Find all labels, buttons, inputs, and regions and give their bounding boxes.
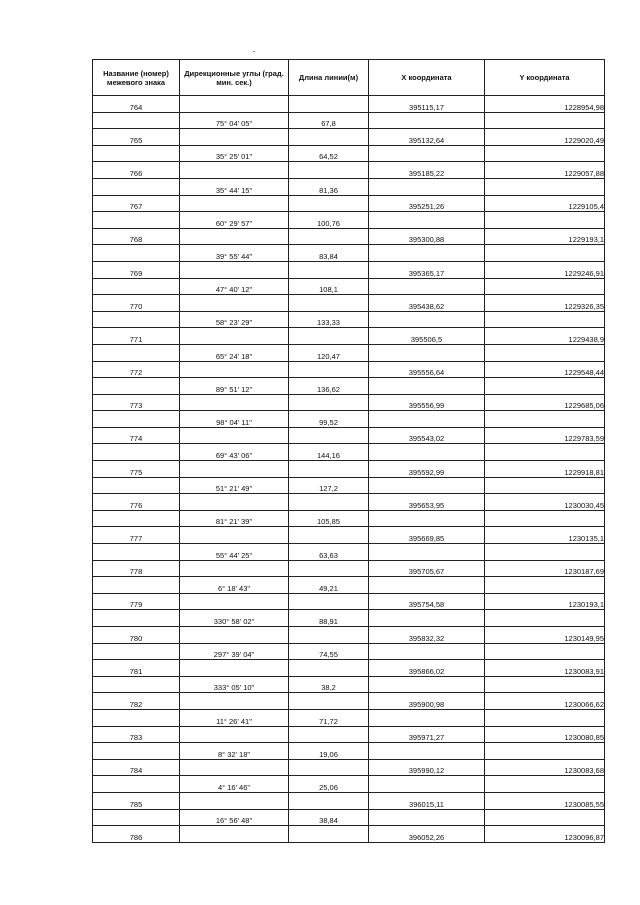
table-row (93, 577, 605, 594)
line-length-cell (289, 660, 369, 677)
marker-name-cell: 772 (93, 361, 180, 378)
line-length-cell: 127,2 (289, 477, 369, 494)
table-row (93, 461, 605, 478)
x-coordinate-cell (369, 311, 485, 328)
x-coordinate-cell: 396052,26 (369, 826, 485, 843)
y-coordinate-cell: 1230187,69 (485, 560, 605, 577)
table-row (93, 610, 605, 627)
line-length-cell: 100,76 (289, 212, 369, 229)
x-coordinate-cell: 395543,02 (369, 427, 485, 444)
x-coordinate-cell (369, 610, 485, 627)
y-coordinate-cell (485, 477, 605, 494)
y-coordinate-cell: 1230085,55 (485, 792, 605, 809)
scan-speck (253, 51, 255, 52)
x-coordinate-cell (369, 278, 485, 295)
marker-name-cell (93, 776, 180, 793)
line-length-cell (289, 195, 369, 212)
marker-name-cell (93, 145, 180, 162)
line-length-cell (289, 527, 369, 544)
y-coordinate-cell: 1229105,4 (485, 195, 605, 212)
marker-name-cell (93, 178, 180, 195)
y-coordinate-cell: 1230096,87 (485, 826, 605, 843)
bearing-cell: 297° 39' 04" (180, 643, 289, 660)
marker-name-cell (93, 245, 180, 262)
marker-name-cell: 776 (93, 494, 180, 511)
bearing-cell (180, 826, 289, 843)
table-row (93, 145, 605, 162)
line-length-cell: 105,85 (289, 510, 369, 527)
line-length-cell: 67,8 (289, 112, 369, 129)
bearing-cell: 11° 26' 41" (180, 709, 289, 726)
table-row (93, 544, 605, 561)
table-row (93, 212, 605, 229)
table-row (93, 510, 605, 527)
line-length-cell (289, 792, 369, 809)
x-coordinate-cell: 395866,02 (369, 660, 485, 677)
table-row (93, 527, 605, 544)
table-row (93, 394, 605, 411)
table-row (93, 743, 605, 760)
bearing-cell: 35° 25' 01" (180, 145, 289, 162)
line-length-cell (289, 129, 369, 146)
line-length-cell: 64,52 (289, 145, 369, 162)
line-length-cell (289, 560, 369, 577)
x-coordinate-cell (369, 145, 485, 162)
bearing-cell (180, 560, 289, 577)
x-coordinate-cell: 395251,26 (369, 195, 485, 212)
bearing-cell (180, 96, 289, 113)
marker-name-cell (93, 112, 180, 129)
marker-name-cell: 769 (93, 261, 180, 278)
table-row (93, 411, 605, 428)
y-coordinate-cell (485, 278, 605, 295)
line-length-cell: 81,36 (289, 178, 369, 195)
marker-name-cell (93, 676, 180, 693)
marker-name-cell (93, 378, 180, 395)
bearing-cell (180, 228, 289, 245)
x-coordinate-cell (369, 577, 485, 594)
line-length-cell: 49,21 (289, 577, 369, 594)
x-coordinate-cell (369, 743, 485, 760)
line-length-cell (289, 593, 369, 610)
table-row (93, 593, 605, 610)
table-row (93, 560, 605, 577)
table-row (93, 328, 605, 345)
marker-name-cell: 768 (93, 228, 180, 245)
x-coordinate-cell: 395556,99 (369, 394, 485, 411)
bearing-cell (180, 693, 289, 710)
x-coordinate-cell: 395365,17 (369, 261, 485, 278)
marker-name-cell (93, 709, 180, 726)
marker-name-cell: 782 (93, 693, 180, 710)
table-row (93, 178, 605, 195)
line-length-cell (289, 759, 369, 776)
x-coordinate-cell (369, 643, 485, 660)
marker-name-cell: 767 (93, 195, 180, 212)
table-row (93, 261, 605, 278)
bearing-cell (180, 328, 289, 345)
y-coordinate-cell (485, 544, 605, 561)
bearing-cell: 333° 05' 10" (180, 676, 289, 693)
bearing-cell (180, 162, 289, 179)
table-header-row (93, 60, 605, 96)
line-length-cell: 71,72 (289, 709, 369, 726)
marker-name-cell (93, 610, 180, 627)
y-coordinate-cell: 1230083,91 (485, 660, 605, 677)
table-row (93, 427, 605, 444)
y-coordinate-cell (485, 676, 605, 693)
bearing-cell: 55° 44' 25" (180, 544, 289, 561)
y-coordinate-cell (485, 643, 605, 660)
marker-name-cell: 779 (93, 593, 180, 610)
table-row (93, 660, 605, 677)
table-row (93, 228, 605, 245)
y-coordinate-cell: 1229246,91 (485, 261, 605, 278)
y-coordinate-cell (485, 145, 605, 162)
line-length-cell (289, 228, 369, 245)
marker-name-cell (93, 278, 180, 295)
table-row (93, 792, 605, 809)
marker-name-cell: 773 (93, 394, 180, 411)
marker-name-cell: 775 (93, 461, 180, 478)
y-coordinate-cell: 1229020,49 (485, 129, 605, 146)
marker-name-cell: 774 (93, 427, 180, 444)
y-coordinate-cell (485, 444, 605, 461)
line-length-cell: 144,16 (289, 444, 369, 461)
y-coordinate-cell: 1230149,95 (485, 627, 605, 644)
table-row (93, 295, 605, 312)
y-coordinate-cell (485, 610, 605, 627)
y-coordinate-cell (485, 212, 605, 229)
table-row (93, 477, 605, 494)
x-coordinate-cell: 395592,99 (369, 461, 485, 478)
bearing-cell (180, 726, 289, 743)
bearing-cell: 75° 04' 05" (180, 112, 289, 129)
table-row (93, 643, 605, 660)
bearing-cell: 60° 29' 57" (180, 212, 289, 229)
y-coordinate-cell (485, 809, 605, 826)
bearing-cell: 35° 44' 15" (180, 178, 289, 195)
bearing-cell: 98° 04' 11" (180, 411, 289, 428)
line-length-cell: 38,2 (289, 676, 369, 693)
bearing-cell: 81° 21' 39" (180, 510, 289, 527)
marker-name-cell: 785 (93, 792, 180, 809)
y-coordinate-cell (485, 245, 605, 262)
bearing-cell (180, 627, 289, 644)
bearing-cell (180, 295, 289, 312)
y-coordinate-cell: 1229057,88 (485, 162, 605, 179)
bearing-cell (180, 792, 289, 809)
y-coordinate-cell (485, 378, 605, 395)
table-row (93, 96, 605, 113)
marker-name-cell: 778 (93, 560, 180, 577)
y-coordinate-cell: 1228954,98 (485, 96, 605, 113)
y-coordinate-cell: 1230066,62 (485, 693, 605, 710)
line-length-cell (289, 826, 369, 843)
table-row (93, 759, 605, 776)
table-body (93, 96, 605, 843)
x-coordinate-cell: 395971,27 (369, 726, 485, 743)
line-length-cell: 25,06 (289, 776, 369, 793)
y-coordinate-cell (485, 510, 605, 527)
line-length-cell (289, 96, 369, 113)
marker-name-cell (93, 311, 180, 328)
bearing-cell: 58° 23' 29" (180, 311, 289, 328)
x-coordinate-cell: 395990,12 (369, 759, 485, 776)
x-coordinate-cell: 395132,64 (369, 129, 485, 146)
x-coordinate-cell: 395300,88 (369, 228, 485, 245)
y-coordinate-cell (485, 709, 605, 726)
header-bearing: Дирекционные углы (град. мин. сек.) (180, 60, 289, 96)
y-coordinate-cell: 1229918,81 (485, 461, 605, 478)
marker-name-cell (93, 743, 180, 760)
table-row (93, 709, 605, 726)
y-coordinate-cell: 1229685,06 (485, 394, 605, 411)
marker-name-cell: 777 (93, 527, 180, 544)
x-coordinate-cell: 395185,22 (369, 162, 485, 179)
y-coordinate-cell (485, 344, 605, 361)
bearing-cell: 39° 55' 44" (180, 245, 289, 262)
bearing-cell (180, 361, 289, 378)
header-marker-name: Название (номер) межевого знака (93, 60, 180, 96)
bearing-cell: 8° 32' 18" (180, 743, 289, 760)
table-row (93, 494, 605, 511)
x-coordinate-cell: 395900,98 (369, 693, 485, 710)
line-length-cell: 83,84 (289, 245, 369, 262)
x-coordinate-cell: 395115,17 (369, 96, 485, 113)
bearing-cell: 89° 51' 12" (180, 378, 289, 395)
y-coordinate-cell (485, 743, 605, 760)
line-length-cell (289, 627, 369, 644)
x-coordinate-cell (369, 809, 485, 826)
marker-name-cell (93, 809, 180, 826)
bearing-cell (180, 494, 289, 511)
line-length-cell (289, 361, 369, 378)
bearing-cell: 4° 16' 46" (180, 776, 289, 793)
marker-name-cell (93, 444, 180, 461)
line-length-cell: 88,91 (289, 610, 369, 627)
bearing-cell: 69° 43' 06" (180, 444, 289, 461)
line-length-cell (289, 261, 369, 278)
bearing-cell (180, 261, 289, 278)
table-row (93, 162, 605, 179)
marker-name-cell: 770 (93, 295, 180, 312)
x-coordinate-cell (369, 676, 485, 693)
marker-name-cell: 780 (93, 627, 180, 644)
y-coordinate-cell (485, 776, 605, 793)
x-coordinate-cell (369, 444, 485, 461)
bearing-cell: 6° 18' 43" (180, 577, 289, 594)
x-coordinate-cell (369, 477, 485, 494)
line-length-cell: 74,55 (289, 643, 369, 660)
table-row (93, 195, 605, 212)
x-coordinate-cell (369, 178, 485, 195)
header-y-coordinate: Y координата (485, 60, 605, 96)
x-coordinate-cell: 395506,5 (369, 328, 485, 345)
bearing-cell (180, 759, 289, 776)
y-coordinate-cell: 1230193,1 (485, 593, 605, 610)
table-row (93, 627, 605, 644)
marker-name-cell: 786 (93, 826, 180, 843)
marker-name-cell: 784 (93, 759, 180, 776)
x-coordinate-cell (369, 212, 485, 229)
table-row (93, 378, 605, 395)
line-length-cell (289, 693, 369, 710)
table-row (93, 776, 605, 793)
y-coordinate-cell: 1230080,85 (485, 726, 605, 743)
y-coordinate-cell (485, 411, 605, 428)
line-length-cell (289, 295, 369, 312)
marker-name-cell: 765 (93, 129, 180, 146)
bearing-cell (180, 129, 289, 146)
table-row (93, 826, 605, 843)
bearing-cell (180, 394, 289, 411)
y-coordinate-cell: 1229438,9 (485, 328, 605, 345)
marker-name-cell (93, 643, 180, 660)
x-coordinate-cell (369, 709, 485, 726)
line-length-cell: 19,06 (289, 743, 369, 760)
table-row (93, 112, 605, 129)
y-coordinate-cell: 1229193,1 (485, 228, 605, 245)
table-row (93, 809, 605, 826)
bearing-cell (180, 527, 289, 544)
x-coordinate-cell: 395556,64 (369, 361, 485, 378)
line-length-cell: 108,1 (289, 278, 369, 295)
x-coordinate-cell (369, 411, 485, 428)
table-row (93, 444, 605, 461)
line-length-cell: 136,62 (289, 378, 369, 395)
y-coordinate-cell (485, 311, 605, 328)
marker-name-cell: 766 (93, 162, 180, 179)
table-row (93, 693, 605, 710)
line-length-cell (289, 494, 369, 511)
table-row (93, 278, 605, 295)
line-length-cell: 120,47 (289, 344, 369, 361)
marker-name-cell (93, 411, 180, 428)
x-coordinate-cell (369, 245, 485, 262)
x-coordinate-cell: 395438,62 (369, 295, 485, 312)
marker-name-cell (93, 344, 180, 361)
line-length-cell (289, 394, 369, 411)
marker-name-cell: 764 (93, 96, 180, 113)
bearing-cell (180, 660, 289, 677)
header-x-coordinate: X координата (369, 60, 485, 96)
x-coordinate-cell (369, 344, 485, 361)
boundary-coordinates-table (92, 59, 605, 843)
y-coordinate-cell: 1229326,35 (485, 295, 605, 312)
x-coordinate-cell: 395669,85 (369, 527, 485, 544)
x-coordinate-cell (369, 112, 485, 129)
x-coordinate-cell: 395705,67 (369, 560, 485, 577)
y-coordinate-cell (485, 577, 605, 594)
bearing-cell (180, 195, 289, 212)
table-row (93, 311, 605, 328)
marker-name-cell: 783 (93, 726, 180, 743)
bearing-cell: 330° 58' 02" (180, 610, 289, 627)
x-coordinate-cell: 396015,11 (369, 792, 485, 809)
marker-name-cell: 771 (93, 328, 180, 345)
table-row (93, 726, 605, 743)
bearing-cell (180, 461, 289, 478)
y-coordinate-cell: 1230030,45 (485, 494, 605, 511)
y-coordinate-cell: 1230083,68 (485, 759, 605, 776)
marker-name-cell (93, 544, 180, 561)
marker-name-cell (93, 577, 180, 594)
line-length-cell: 38,84 (289, 809, 369, 826)
line-length-cell (289, 328, 369, 345)
y-coordinate-cell: 1229548,44 (485, 361, 605, 378)
y-coordinate-cell: 1230135,1 (485, 527, 605, 544)
line-length-cell (289, 461, 369, 478)
line-length-cell (289, 162, 369, 179)
line-length-cell (289, 427, 369, 444)
x-coordinate-cell: 395653,95 (369, 494, 485, 511)
table-row (93, 676, 605, 693)
marker-name-cell (93, 510, 180, 527)
line-length-cell: 133,33 (289, 311, 369, 328)
table-row (93, 361, 605, 378)
x-coordinate-cell (369, 378, 485, 395)
x-coordinate-cell (369, 510, 485, 527)
marker-name-cell (93, 212, 180, 229)
marker-name-cell (93, 477, 180, 494)
header-line-length: Длина линии(м) (289, 60, 369, 96)
x-coordinate-cell: 395832,32 (369, 627, 485, 644)
y-coordinate-cell (485, 178, 605, 195)
line-length-cell: 99,52 (289, 411, 369, 428)
y-coordinate-cell (485, 112, 605, 129)
bearing-cell (180, 593, 289, 610)
line-length-cell (289, 726, 369, 743)
x-coordinate-cell (369, 544, 485, 561)
table-row (93, 245, 605, 262)
bearing-cell: 51° 21' 49" (180, 477, 289, 494)
table-row (93, 344, 605, 361)
x-coordinate-cell (369, 776, 485, 793)
y-coordinate-cell: 1229783,59 (485, 427, 605, 444)
table-row (93, 129, 605, 146)
marker-name-cell: 781 (93, 660, 180, 677)
line-length-cell: 63,63 (289, 544, 369, 561)
bearing-cell: 47° 40' 12" (180, 278, 289, 295)
x-coordinate-cell: 395754,58 (369, 593, 485, 610)
bearing-cell: 65° 24' 18" (180, 344, 289, 361)
bearing-cell: 16° 56' 48" (180, 809, 289, 826)
bearing-cell (180, 427, 289, 444)
